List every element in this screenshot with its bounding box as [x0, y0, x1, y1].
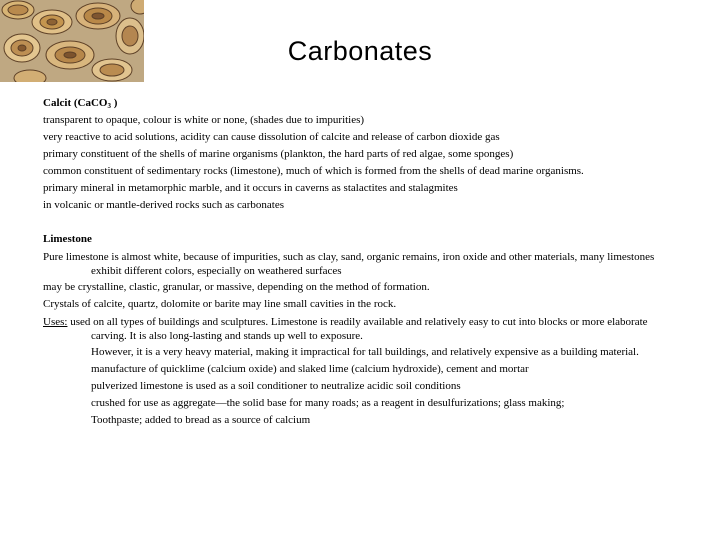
calcite-line: very reactive to acid solutions, acidity can cause dissolution of calcite and release of carbon dioxide gas: [43, 131, 500, 143]
limestone-paragraph: Pure limestone is almost white, because of impurities, such as clay, sand, organic remains, iron oxide and other materials, many limestones exhibit different colors, especially on weathered surfaces: [43, 251, 655, 277]
limestone-paragraph: may be crystalline, clastic, granular, or massive, depending on the method of formation.: [43, 281, 430, 293]
calcite-line: primary mineral in metamorphic marble, and it occurs in caverns as stalactites and stalagmites: [43, 182, 458, 194]
uses-item: crushed for use as aggregate—the solid base for many roads; as a reagent in desulfurizations; glass making;: [91, 397, 565, 409]
limestone-uses: [43, 315, 683, 343]
limestone-paragraph: Crystals of calcite, quartz, dolomite or barite may line small cavities in the rock.: [43, 298, 397, 310]
limestone-heading: Limestone: [43, 233, 92, 245]
calcite-heading-suffix: ): [110, 97, 118, 109]
content-body: [43, 95, 683, 430]
uses-item: manufacture of quicklime (calcium oxide) and slaked lime (calcium hydroxide), cement and mortar: [91, 363, 529, 375]
uses-item: Toothpaste; added to bread as a source of calcium: [91, 414, 311, 426]
calcite-line: transparent to opaque, colour is white or none, (shades due to impurities): [43, 114, 365, 126]
calcite-heading: [43, 95, 683, 112]
calcite-heading-text: Calcit (CaCO: [43, 97, 108, 109]
uses-item: However, it is a very heavy material, making it impractical for tall buildings, and relatively expensive as a building material.: [91, 346, 639, 358]
fossil-shell-photo: [0, 0, 144, 82]
section-gap: [43, 214, 683, 231]
calcite-line: in volcanic or mantle-derived rocks such as carbonates: [43, 199, 284, 211]
calcite-line: common constituent of sedimentary rocks (limestone), much of which is formed from the shells of dead marine organisms.: [43, 165, 584, 177]
page-title: Carbonates: [287, 36, 433, 66]
calcite-heading-subscript: 3: [107, 102, 111, 110]
uses-text: used on all types of buildings and sculptures. Limestone is readily available and relatively easy to cut into blocks or more elaborate carving. It is also long-lasting and stands up well to exposure.: [67, 316, 648, 342]
calcite-line: primary constituent of the shells of marine organisms (plankton, the hard parts of red algae, some sponges): [43, 148, 514, 160]
uses-item: pulverized limestone is used as a soil conditioner to neutralize acidic soil conditions: [91, 380, 461, 392]
fossil-shell-image: [0, 0, 144, 82]
uses-label: Uses:: [43, 316, 68, 328]
